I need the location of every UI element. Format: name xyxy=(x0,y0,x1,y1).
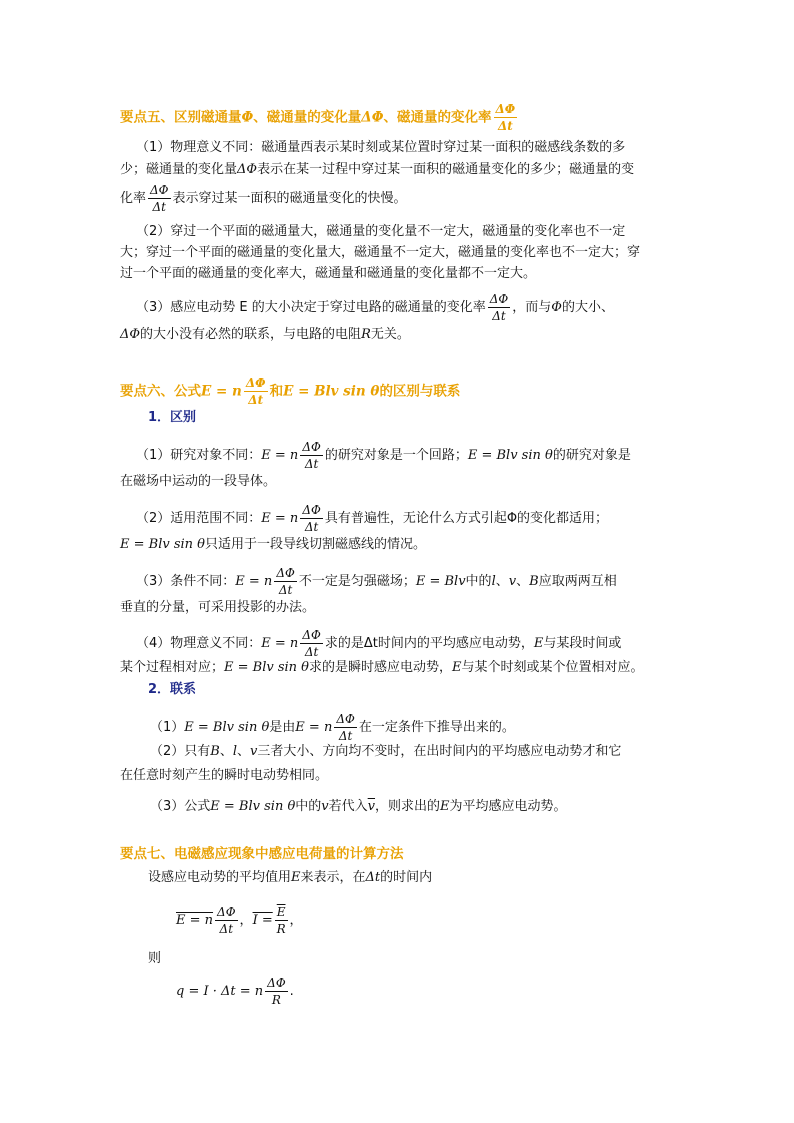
s6-title: 要点六、公式E = n $\frac{\Delta\Phi}{\Delta t}$ 和E = Blv sin θ的区别与联系 xyxy=(120,376,461,407)
s6-d4-line1: （4）物理意义不同：E = n $\frac{\Delta\Phi}{\Delta t}$ 求的是Δt时间内的平均感应电动势，E与某段时间或 xyxy=(136,628,622,659)
s5-p1-line2: 少；磁通量的变化量ΔΦ表示在某一过程中穿过某一面积的磁通量变化的多少；磁通量的变 xyxy=(120,162,635,177)
s6-c2-line1: （2）只有B、l、v三者大小、方向均不变时，在出时间内的平均感应电动势才和它 xyxy=(150,744,622,759)
s6-c2-line2: 在任意时刻产生的瞬时电动势相同。 xyxy=(120,768,329,783)
dphi-symbol: ΔΦ xyxy=(361,109,384,126)
s6-c3: （3）公式E = Blv sin θ中的v若代入$\overline{v}$，则求出的E为平均感应电动势。 xyxy=(150,799,567,814)
s5-p1-line1: （1）物理意义不同：磁通量西表示某时刻或某位置时穿过某一面积的磁感线条数的多 xyxy=(136,140,626,155)
s5-p2-line1: （2）穿过一个平面的磁通量大，磁通量的变化量不一定大，磁通量的变化率也不一定 xyxy=(136,224,626,239)
s6-c1: （1）E = Blv sin θ是由E = n $\frac{\Delta\Phi}{\Delta t}$ 在一定条件下推导出来的。 xyxy=(150,712,515,743)
s7-then: 则 xyxy=(148,951,162,966)
s5-title xyxy=(120,102,519,133)
s6-d3-line1: （3）条件不同：E = n $\frac{\Delta\Phi}{\Delta t}$ 不一定是匀强磁场；E = Blv中的l、v、B应取两两互相 xyxy=(136,566,617,597)
s5-title-c: 、磁通量的变化率 xyxy=(383,109,492,126)
s6-d2-line2: E = Blv sin θ只适用于一段导线切割磁感线的情况。 xyxy=(120,537,427,552)
s6-d3-line2: 垂直的分量，可采用投影的办法。 xyxy=(120,600,316,615)
s7-eq1: E = n $\frac{\Delta\Phi}{\Delta t}$ ，I = $\frac{\overline{E}}{R}$ ， xyxy=(176,905,303,936)
s6-sub-difference: 1．区别 xyxy=(148,410,197,425)
s5-p1-line3: 化率 $\frac{\Delta\Phi}{\Delta t}$ 表示穿过某一面积的磁通量变化的快慢。 xyxy=(120,183,407,214)
s6-d1-line1: （1）研究对象不同：E = n $\frac{\Delta\Phi}{\Delta t}$ 的研究对象是一个回路；E = Blv sin θ的研究对象是 xyxy=(136,440,631,471)
s6-sub-relation: 2．联系 xyxy=(148,682,197,697)
s5-p3-line2: ΔΦ的大小没有必然的联系，与电路的电阻R无关。 xyxy=(120,327,410,342)
rate-fraction: $\frac{\Delta\Phi}{\Delta t}$ xyxy=(495,102,516,133)
s5-p3-line1: （3）感应电动势 E 的大小决定于穿过电路的磁通量的变化率 $\frac{\Delta\Phi}{\Delta t}$ ，而与Φ的大小、 xyxy=(136,292,614,323)
s5-title-a: 要点五、区别磁通量 xyxy=(120,109,242,126)
s5-p2-line2: 大；穿过一个平面的磁通量的变化量大，磁通量不一定大，磁通量的变化率也不一定大；穿 xyxy=(120,245,641,260)
s7-eq2: q = I · Δt = n $\frac{\Delta\Phi}{R}$ . xyxy=(176,976,294,1007)
s5-p2-line3: 过一个平面的磁通量的变化率大，磁通量和磁通量的变化量都不一定大。 xyxy=(120,266,537,281)
s7-title: 要点七、电磁感应现象中感应电荷量的计算方法 xyxy=(120,846,404,862)
s6-d2-line1: （2）适用范围不同：E = n $\frac{\Delta\Phi}{\Delta t}$ 具有普遍性，无论什么方式引起Φ的变化都适用； xyxy=(136,503,609,534)
s7-intro: 设感应电动势的平均值用E来表示，在Δt的时间内 xyxy=(148,870,433,885)
phi-symbol: Φ xyxy=(241,109,254,126)
s6-d1-line2: 在磁场中运动的一段导体。 xyxy=(120,474,277,489)
s5-title-b: 、磁通量的变化量 xyxy=(253,109,362,126)
s6-d4-line2: 某个过程相对应；E = Blv sin θ求的是瞬时感应电动势，E与某个时刻或某个位置相对应。 xyxy=(120,660,644,675)
